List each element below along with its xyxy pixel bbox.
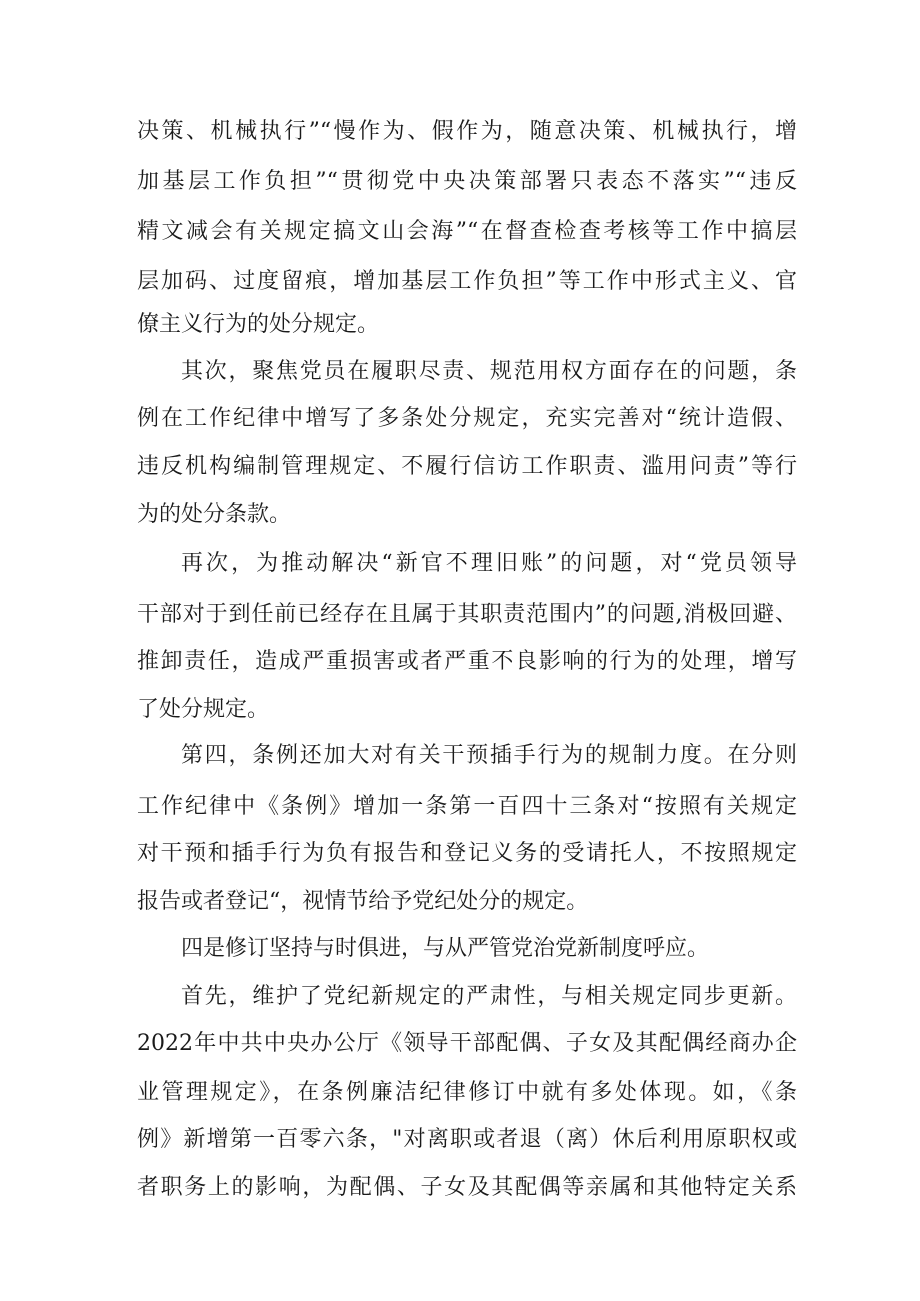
text-line: 例在工作纪律中增写了多条处分规定，充实完善对“统计造假、 [137,406,797,431]
text-line: 工作纪律中《条例》增加一条第一百四十三条对“按照有关规定 [137,794,797,819]
paragraph-start-line: 四是修订坚持与时俱进，与从严管党治党新制度呼应。 [181,936,710,961]
text-line: 对干预和插手行为负有报告和登记义务的受请托人，不按照规定 [137,841,797,866]
text-line: 了处分规定。 [137,697,270,722]
text-line: 2022年中共中央办公厅《领导干部配偶、子女及其配偶经商办企 [137,1031,797,1056]
text-line: 决策、机械执行”“慢作为、假作为，随意决策、机械执行，增 [137,119,797,144]
text-line: 干部对于到任前已经存在且属于其职责范围内”的问题,消极回避、 [137,602,797,627]
paragraph-start-line: 再次，为推动解决“新官不理旧账”的问题，对“党员领导 [181,551,797,576]
text-line: 精文减会有关规定搞文山会海”“在督查检查考核等工作中搞层 [137,219,797,244]
text-line: 为的处分条款。 [137,502,292,527]
text-line: 层加码、过度留痕，增加基层工作负担”等工作中形式主义、官 [137,269,797,294]
text-line: 僚主义行为的处分规定。 [137,312,380,337]
text-line: 加基层工作负担”“贯彻党中央决策部署只表态不落实”“违反 [137,169,797,194]
text-line: 例》新增第一百零六条，"对离职或者退（离）休后利用原职权或 [137,1127,797,1152]
text-line: 违反机构编制管理规定、不履行信访工作职责、滥用问责”等行 [137,454,797,479]
text-line: 推卸责任，造成严重损害或者严重不良影响的行为的处理，增写 [137,649,797,674]
paragraph-start-line: 第四，条例还加大对有关干预插手行为的规制力度。在分则 [181,743,797,768]
paragraph-start-line: 首先，维护了党纪新规定的严肃性，与相关规定同步更新。 [181,984,797,1009]
text-line: 业管理规定》，在条例廉洁纪律修订中就有多处体现。如，《条 [137,1080,797,1105]
paragraph-start-line: 其次，聚焦党员在履职尽责、规范用权方面存在的问题，条 [181,359,797,384]
text-line: 者职务上的影响，为配偶、子女及其配偶等亲属和其他特定关系 [137,1175,797,1200]
text-line: 报告或者登记“，视情节给予党纪处分的规定。 [137,889,589,914]
